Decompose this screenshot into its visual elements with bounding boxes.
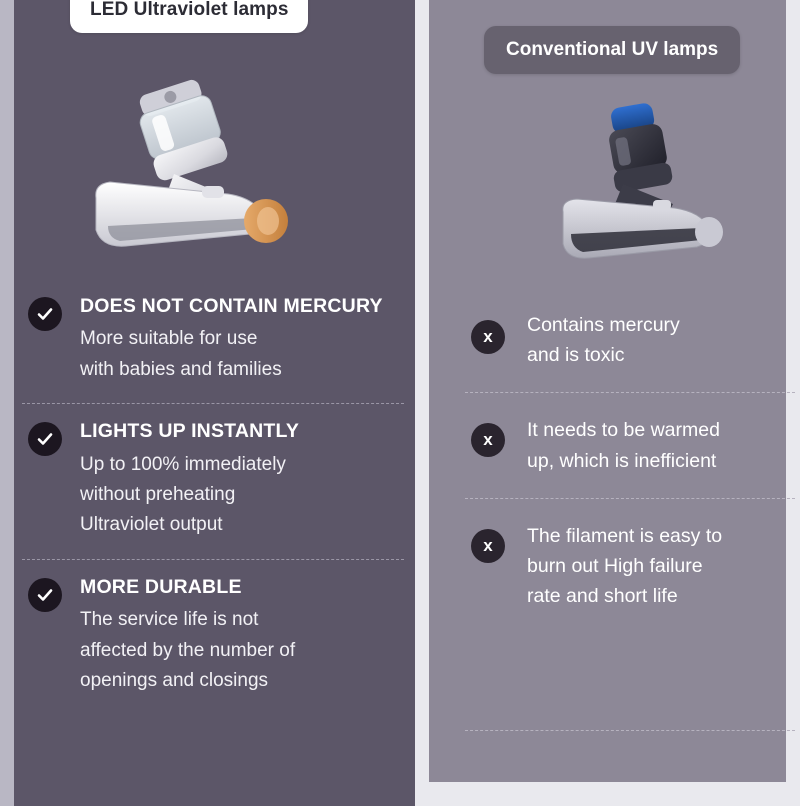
conventional-panel-inner [429, 0, 786, 782]
feature-item [22, 403, 404, 551]
feature-desc-line: affected by the number of [80, 639, 296, 661]
feature-item [465, 310, 795, 388]
x-icon: x [471, 423, 505, 457]
feature-text-line: The filament is easy to [527, 524, 723, 547]
feature-text-line: Contains mercury [527, 314, 680, 336]
conventional-feature-list [465, 310, 795, 630]
feature-text-line: burn out High failure [527, 555, 703, 578]
led-product-image [78, 78, 308, 273]
check-icon [28, 297, 62, 331]
feature-text-line: rate and short life [527, 585, 678, 608]
check-icon [28, 422, 62, 456]
feature-desc-line: More suitable for use [80, 328, 258, 350]
divider [465, 730, 795, 731]
feature-text-line: and is toxic [527, 344, 625, 367]
check-icon [28, 578, 62, 612]
feature-desc-line: openings and closings [80, 669, 269, 691]
led-feature-list [22, 295, 404, 706]
conventional-lamp-header-chip: Conventional UV lamps [484, 26, 740, 74]
feature-desc-line: Up to 100% immediately [80, 453, 286, 475]
feature-title: MORE DURABLE [80, 575, 242, 598]
feature-text-line: It needs to be warmed [527, 419, 720, 442]
conventional-lamp-panel [415, 0, 800, 806]
feature-desc-line: Ultraviolet output [80, 514, 223, 536]
led-lamp-header-chip: LED Ultraviolet lamps [70, 0, 308, 33]
feature-title: LIGHTS UP INSTANTLY [80, 420, 300, 443]
feature-item [465, 498, 795, 630]
feature-item [22, 295, 404, 395]
feature-item [22, 559, 404, 707]
conventional-product-image [549, 100, 749, 285]
feature-text-line: up, which is inefficient [527, 449, 717, 472]
feature-title: DOES NOT CONTAIN MERCURY [80, 295, 383, 317]
feature-desc-line: with babies and families [80, 358, 282, 380]
feature-item [465, 392, 795, 493]
x-icon: x [471, 320, 505, 354]
feature-desc-line: without preheating [80, 483, 236, 505]
x-icon: x [471, 529, 505, 563]
feature-desc-line: The service life is not [80, 609, 259, 631]
